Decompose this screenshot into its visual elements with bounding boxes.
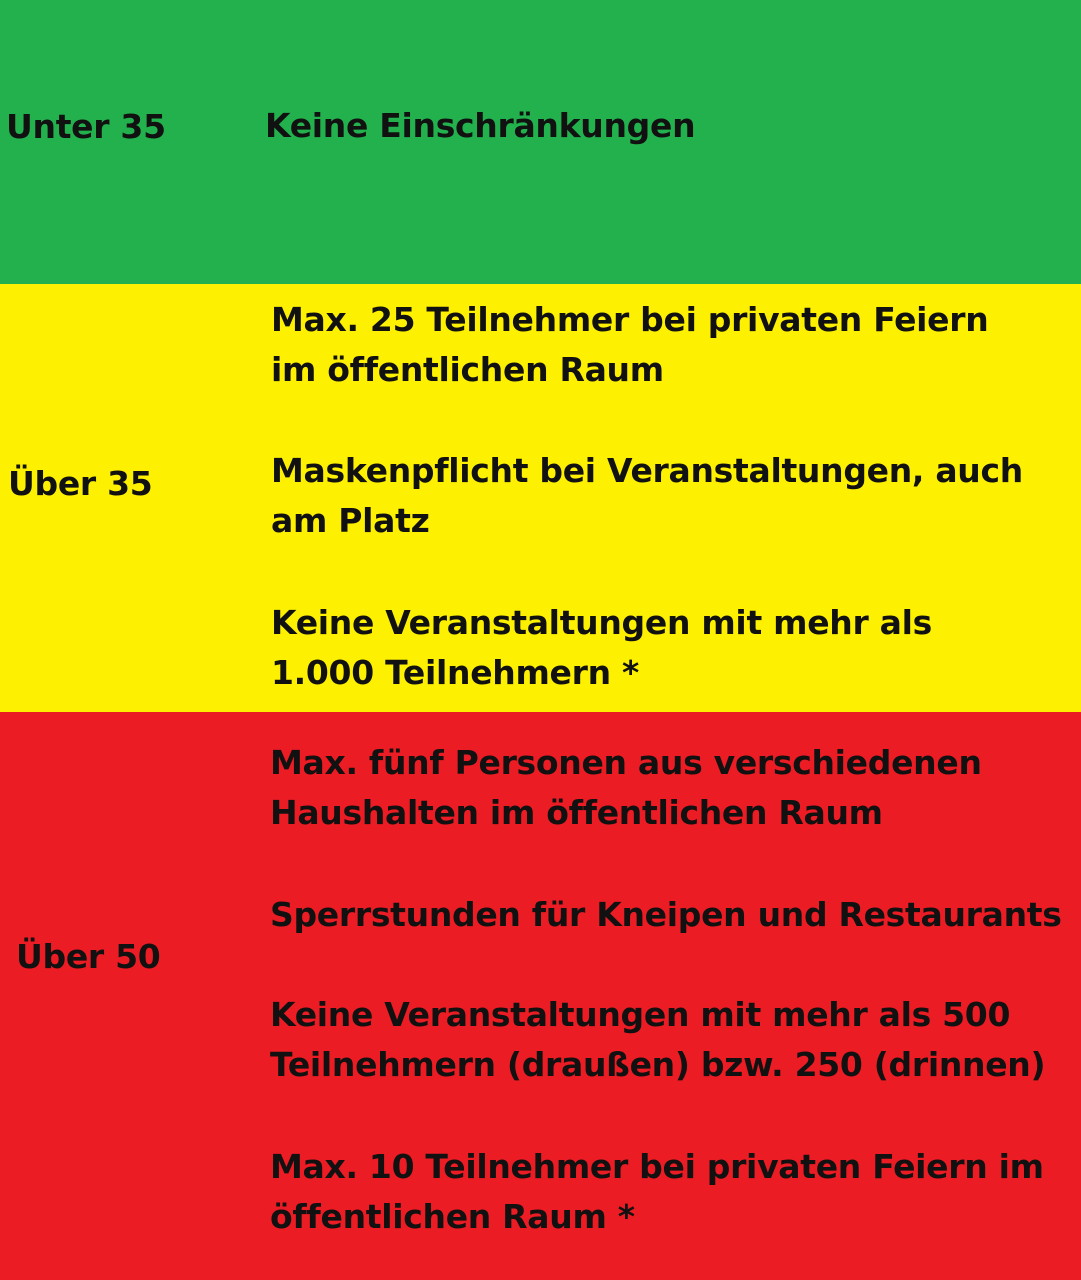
rule-line: im öffentlichen Raum [271, 350, 664, 389]
rule-line: Keine Veranstaltungen mit mehr als 500 [270, 995, 1011, 1034]
rule-line: Maskenpflicht bei Veranstaltungen, auch [271, 451, 1023, 490]
rule-sperrstunden [270, 890, 1062, 940]
rule-line: 1.000 Teilnehmern * [271, 653, 639, 692]
level-yellow-band [0, 284, 1081, 712]
level-label-unter-35: Unter 35 [6, 107, 166, 146]
rule-line: Teilnehmern (draußen) bzw. 250 (drinnen) [270, 1045, 1046, 1084]
level-label-ueber-35: Über 35 [8, 464, 153, 503]
rule-line: öffentlichen Raum * [270, 1197, 635, 1236]
level-green-band [0, 0, 1081, 284]
rule-line: Keine Veranstaltungen mit mehr als [271, 603, 932, 642]
rule-line: Sperrstunden für Kneipen und Restaurants [270, 895, 1062, 934]
rule-private-feiern-10 [270, 1142, 1044, 1242]
rule-veranstaltungen-1000 [271, 598, 932, 698]
level-red-band [0, 712, 1081, 1280]
rule-keine-einschraenkungen [265, 101, 695, 151]
rule-line: Max. fünf Personen aus verschiedenen [270, 743, 982, 782]
rule-veranstaltungen-500-250 [270, 990, 1045, 1090]
rule-private-feiern-25 [271, 295, 988, 395]
rule-maskenpflicht [271, 446, 1023, 546]
rule-line: Haushalten im öffentlichen Raum [270, 793, 883, 832]
rule-line: Max. 25 Teilnehmer bei privaten Feiern [271, 300, 989, 339]
rule-line: Keine Einschränkungen [265, 106, 696, 145]
rule-line: am Platz [271, 501, 430, 540]
rule-fuenf-personen [270, 738, 982, 838]
level-label-ueber-50: Über 50 [16, 937, 161, 976]
rule-line: Max. 10 Teilnehmer bei privaten Feiern im [270, 1147, 1044, 1186]
